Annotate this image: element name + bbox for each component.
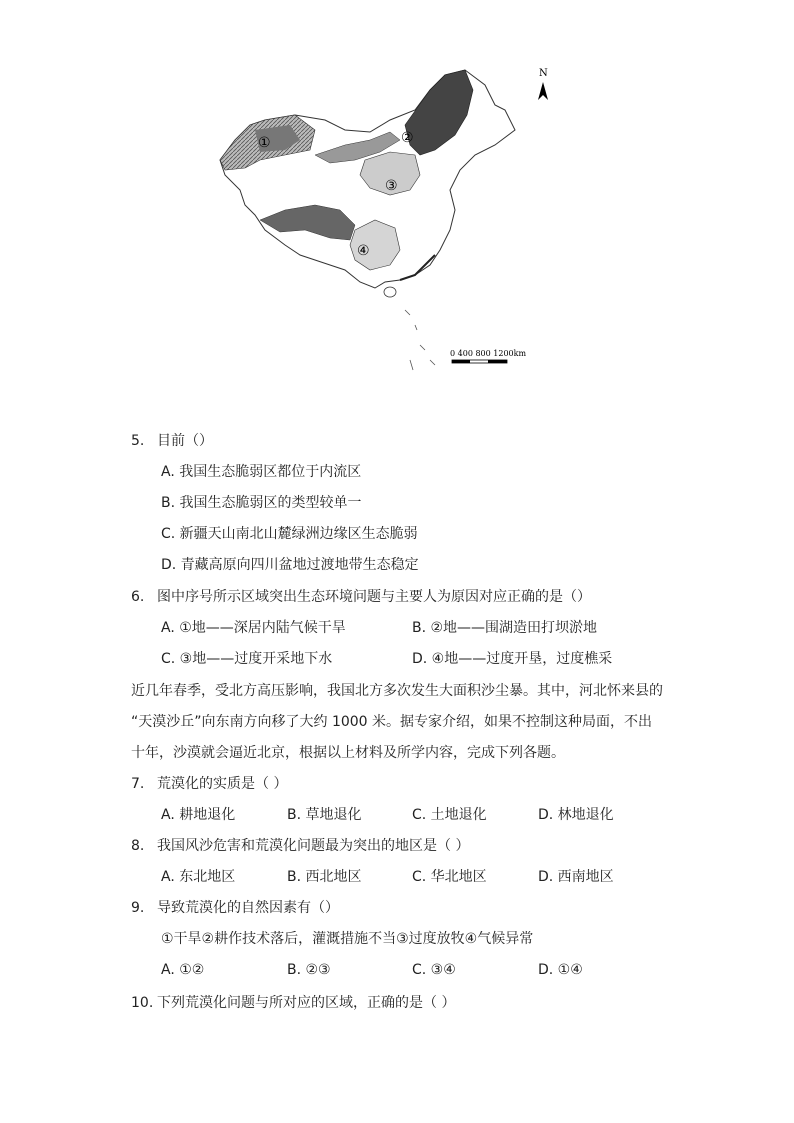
q5-option-c: C. 新疆天山南北山麓绿洲边缘区生态脆弱	[161, 526, 418, 542]
q8-option-a: A. 东北地区	[161, 869, 236, 885]
q7-stem: 7. 荒漠化的实质是（ ）	[131, 776, 288, 792]
q9-option-d: D. ①④	[538, 962, 583, 978]
q7-option-b: B. 草地退化	[287, 807, 362, 823]
q9-option-b: B. ②③	[287, 962, 331, 978]
q10-stem: 10. 下列荒漠化问题与所对应的区域，正确的是（ ）	[131, 995, 456, 1011]
q9-option-c: C. ③④	[412, 962, 456, 978]
passage-line-2: “天漠沙丘”向东南方向移了大约 1000 米。据专家介绍，如果不控制这种局面，不出	[131, 714, 653, 730]
q8-option-d: D. 西南地区	[538, 869, 614, 885]
q9-option-a: A. ①②	[161, 962, 205, 978]
passage-line-1: 近几年春季，受北方高压影响，我国北方多次发生大面积沙尘暴。其中，河北怀来县的	[131, 683, 663, 699]
q9-stem: 9. 导致荒漠化的自然因素有（）	[131, 900, 339, 916]
marker-1: ①	[258, 135, 271, 151]
marker-2: ②	[401, 130, 414, 146]
china-eco-map	[205, 60, 550, 390]
q8-option-c: C. 华北地区	[412, 869, 487, 885]
q6-option-b: B. ②地——围湖造田打坝淤地	[412, 620, 598, 636]
q6-stem: 6. 图中序号所示区域突出生态环境问题与主要人为原因对应正确的是（）	[131, 589, 591, 605]
q6-option-d: D. ④地——过度开垦，过度樵采	[412, 651, 613, 667]
marker-4: ④	[357, 243, 370, 259]
q5-option-a: A. 我国生态脆弱区都位于内流区	[161, 464, 362, 480]
scale-label: 0 400 800 1200km	[450, 349, 527, 358]
q7-option-a: A. 耕地退化	[161, 807, 236, 823]
q8-option-b: B. 西北地区	[287, 869, 362, 885]
marker-3: ③	[385, 178, 398, 194]
q5-option-b: B. 我国生态脆弱区的类型较单一	[161, 495, 362, 511]
q9-sub: ①干旱②耕作技术落后，灌溉措施不当③过度放牧④气候异常	[161, 931, 534, 947]
north-label: N	[539, 68, 548, 79]
passage-line-3: 十年，沙漠就会逼近北京，根据以上材料及所学内容，完成下列各题。	[131, 745, 565, 761]
q5-stem: 5. 目前（）	[131, 433, 213, 449]
q7-option-c: C. 土地退化	[412, 807, 487, 823]
q8-stem: 8. 我国风沙危害和荒漠化问题最为突出的地区是（ ）	[131, 838, 470, 854]
north-arrow-icon	[538, 82, 548, 100]
q6-option-c: C. ③地——过度开采地下水	[161, 651, 333, 667]
q6-option-a: A. ①地——深居内陆气候干旱	[161, 620, 346, 636]
q5-option-d: D. 青藏高原向四川盆地过渡地带生态稳定	[161, 557, 419, 573]
q7-option-d: D. 林地退化	[538, 807, 614, 823]
